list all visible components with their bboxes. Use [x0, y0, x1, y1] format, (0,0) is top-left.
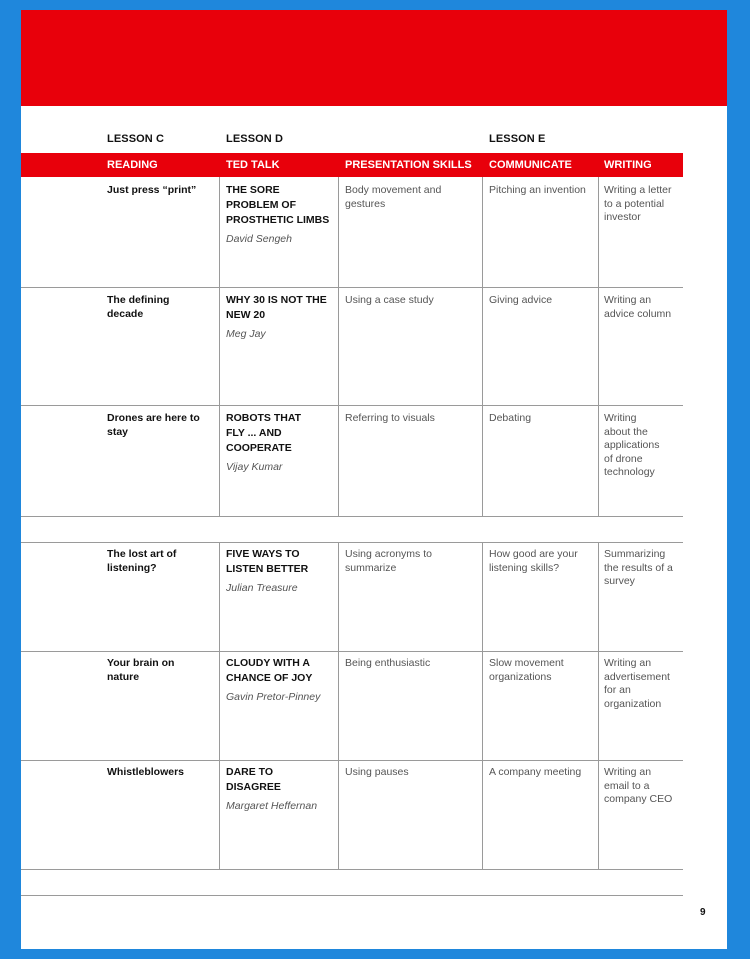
ted-talk-cell: [226, 411, 306, 475]
ted-talk-title: DARE TO DISAGREE: [226, 766, 281, 793]
presentation-skills-cell: Using a case study: [345, 294, 434, 306]
column-divider: [598, 542, 599, 869]
row-divider: [21, 895, 683, 896]
ted-talk-speaker: David Sengeh: [226, 233, 292, 245]
ted-talk-speaker: Meg Jay: [226, 328, 266, 340]
ted-talk-speaker: Margaret Heffernan: [226, 800, 318, 812]
reading-cell: The lost art of listening?: [107, 548, 177, 574]
ted-talk-title: WHY 30 IS NOT THE NEW 20: [226, 294, 327, 321]
reading-cell: Whistleblowers: [107, 766, 185, 778]
row-divider: [21, 516, 683, 517]
ted-talk-speaker: Gavin Pretor-Pinney: [226, 691, 321, 703]
column-divider: [482, 177, 483, 516]
ted-talk-cell: [226, 547, 318, 596]
column-divider: [338, 542, 339, 869]
communicate-cell: A company meeting: [489, 766, 582, 778]
row-divider: [21, 405, 683, 406]
ted-talk-speaker: Julian Treasure: [226, 582, 298, 594]
ted-talk-cell: [226, 656, 322, 705]
ted-talk-speaker: Vijay Kumar: [226, 461, 283, 473]
ted-talk-cell: [226, 183, 334, 247]
column-header-presentation-skills: PRESENTATION SKILLS: [345, 159, 472, 171]
presentation-skills-cell: Referring to visuals: [345, 412, 435, 424]
communicate-cell: Giving advice: [489, 294, 553, 306]
ted-talk-cell: [226, 293, 336, 342]
column-header-communicate: COMMUNICATE: [489, 159, 572, 171]
column-header-writing: WRITING: [604, 159, 652, 171]
presentation-skills-cell: Using pauses: [345, 766, 409, 778]
row-divider: [21, 760, 683, 761]
row-divider: [21, 542, 683, 543]
presentation-skills-cell: Using acronyms to summarize: [345, 548, 432, 574]
writing-cell: Writing an advertisement for an organization: [604, 657, 670, 710]
ted-talk-title: CLOUDY WITH A CHANCE OF JOY: [226, 657, 313, 684]
row-divider: [21, 869, 683, 870]
writing-cell: Writing a letter to a potential investor: [604, 184, 672, 223]
reading-cell: The defining decade: [107, 294, 170, 320]
writing-cell: Writing an advice column: [604, 294, 672, 320]
column-divider: [219, 542, 220, 869]
communicate-cell: How good are your listening skills?: [489, 548, 578, 574]
lesson-c-label: LESSON C: [107, 133, 165, 145]
communicate-cell: Debating: [489, 412, 532, 424]
writing-cell: Writing about the applications of drone technology: [604, 412, 660, 478]
reading-cell: Just press “print”: [107, 184, 197, 196]
row-divider: [21, 651, 683, 652]
reading-cell: Drones are here to stay: [107, 412, 200, 438]
reading-cell: Your brain on nature: [107, 657, 175, 683]
column-divider: [219, 177, 220, 516]
column-divider: [598, 177, 599, 516]
column-header-ted-talk: TED TALK: [226, 159, 280, 171]
lesson-d-label: LESSON D: [226, 133, 284, 145]
presentation-skills-cell: Body movement and gestures: [345, 184, 442, 210]
ted-talk-cell: [226, 765, 317, 814]
ted-talk-title: THE SORE PROBLEM OF PROSTHETIC LIMBS: [226, 184, 330, 226]
page-number: 9: [700, 907, 706, 918]
writing-cell: Writing an email to a company CEO: [604, 766, 673, 805]
column-header-reading: READING: [107, 159, 158, 171]
communicate-cell: Pitching an invention: [489, 184, 586, 196]
lesson-e-label: LESSON E: [489, 133, 546, 145]
ted-talk-title: FIVE WAYS TO LISTEN BETTER: [226, 548, 309, 575]
row-divider: [21, 287, 683, 288]
column-divider: [482, 542, 483, 869]
book-page: [21, 10, 727, 949]
ted-talk-title: ROBOTS THAT FLY ... AND COOPERATE: [226, 412, 302, 454]
presentation-skills-cell: Being enthusiastic: [345, 657, 431, 669]
communicate-cell: Slow movement organizations: [489, 657, 564, 683]
red-top-band: [21, 10, 727, 106]
column-divider: [338, 177, 339, 516]
writing-cell: Summarizing the results of a survey: [604, 548, 673, 587]
